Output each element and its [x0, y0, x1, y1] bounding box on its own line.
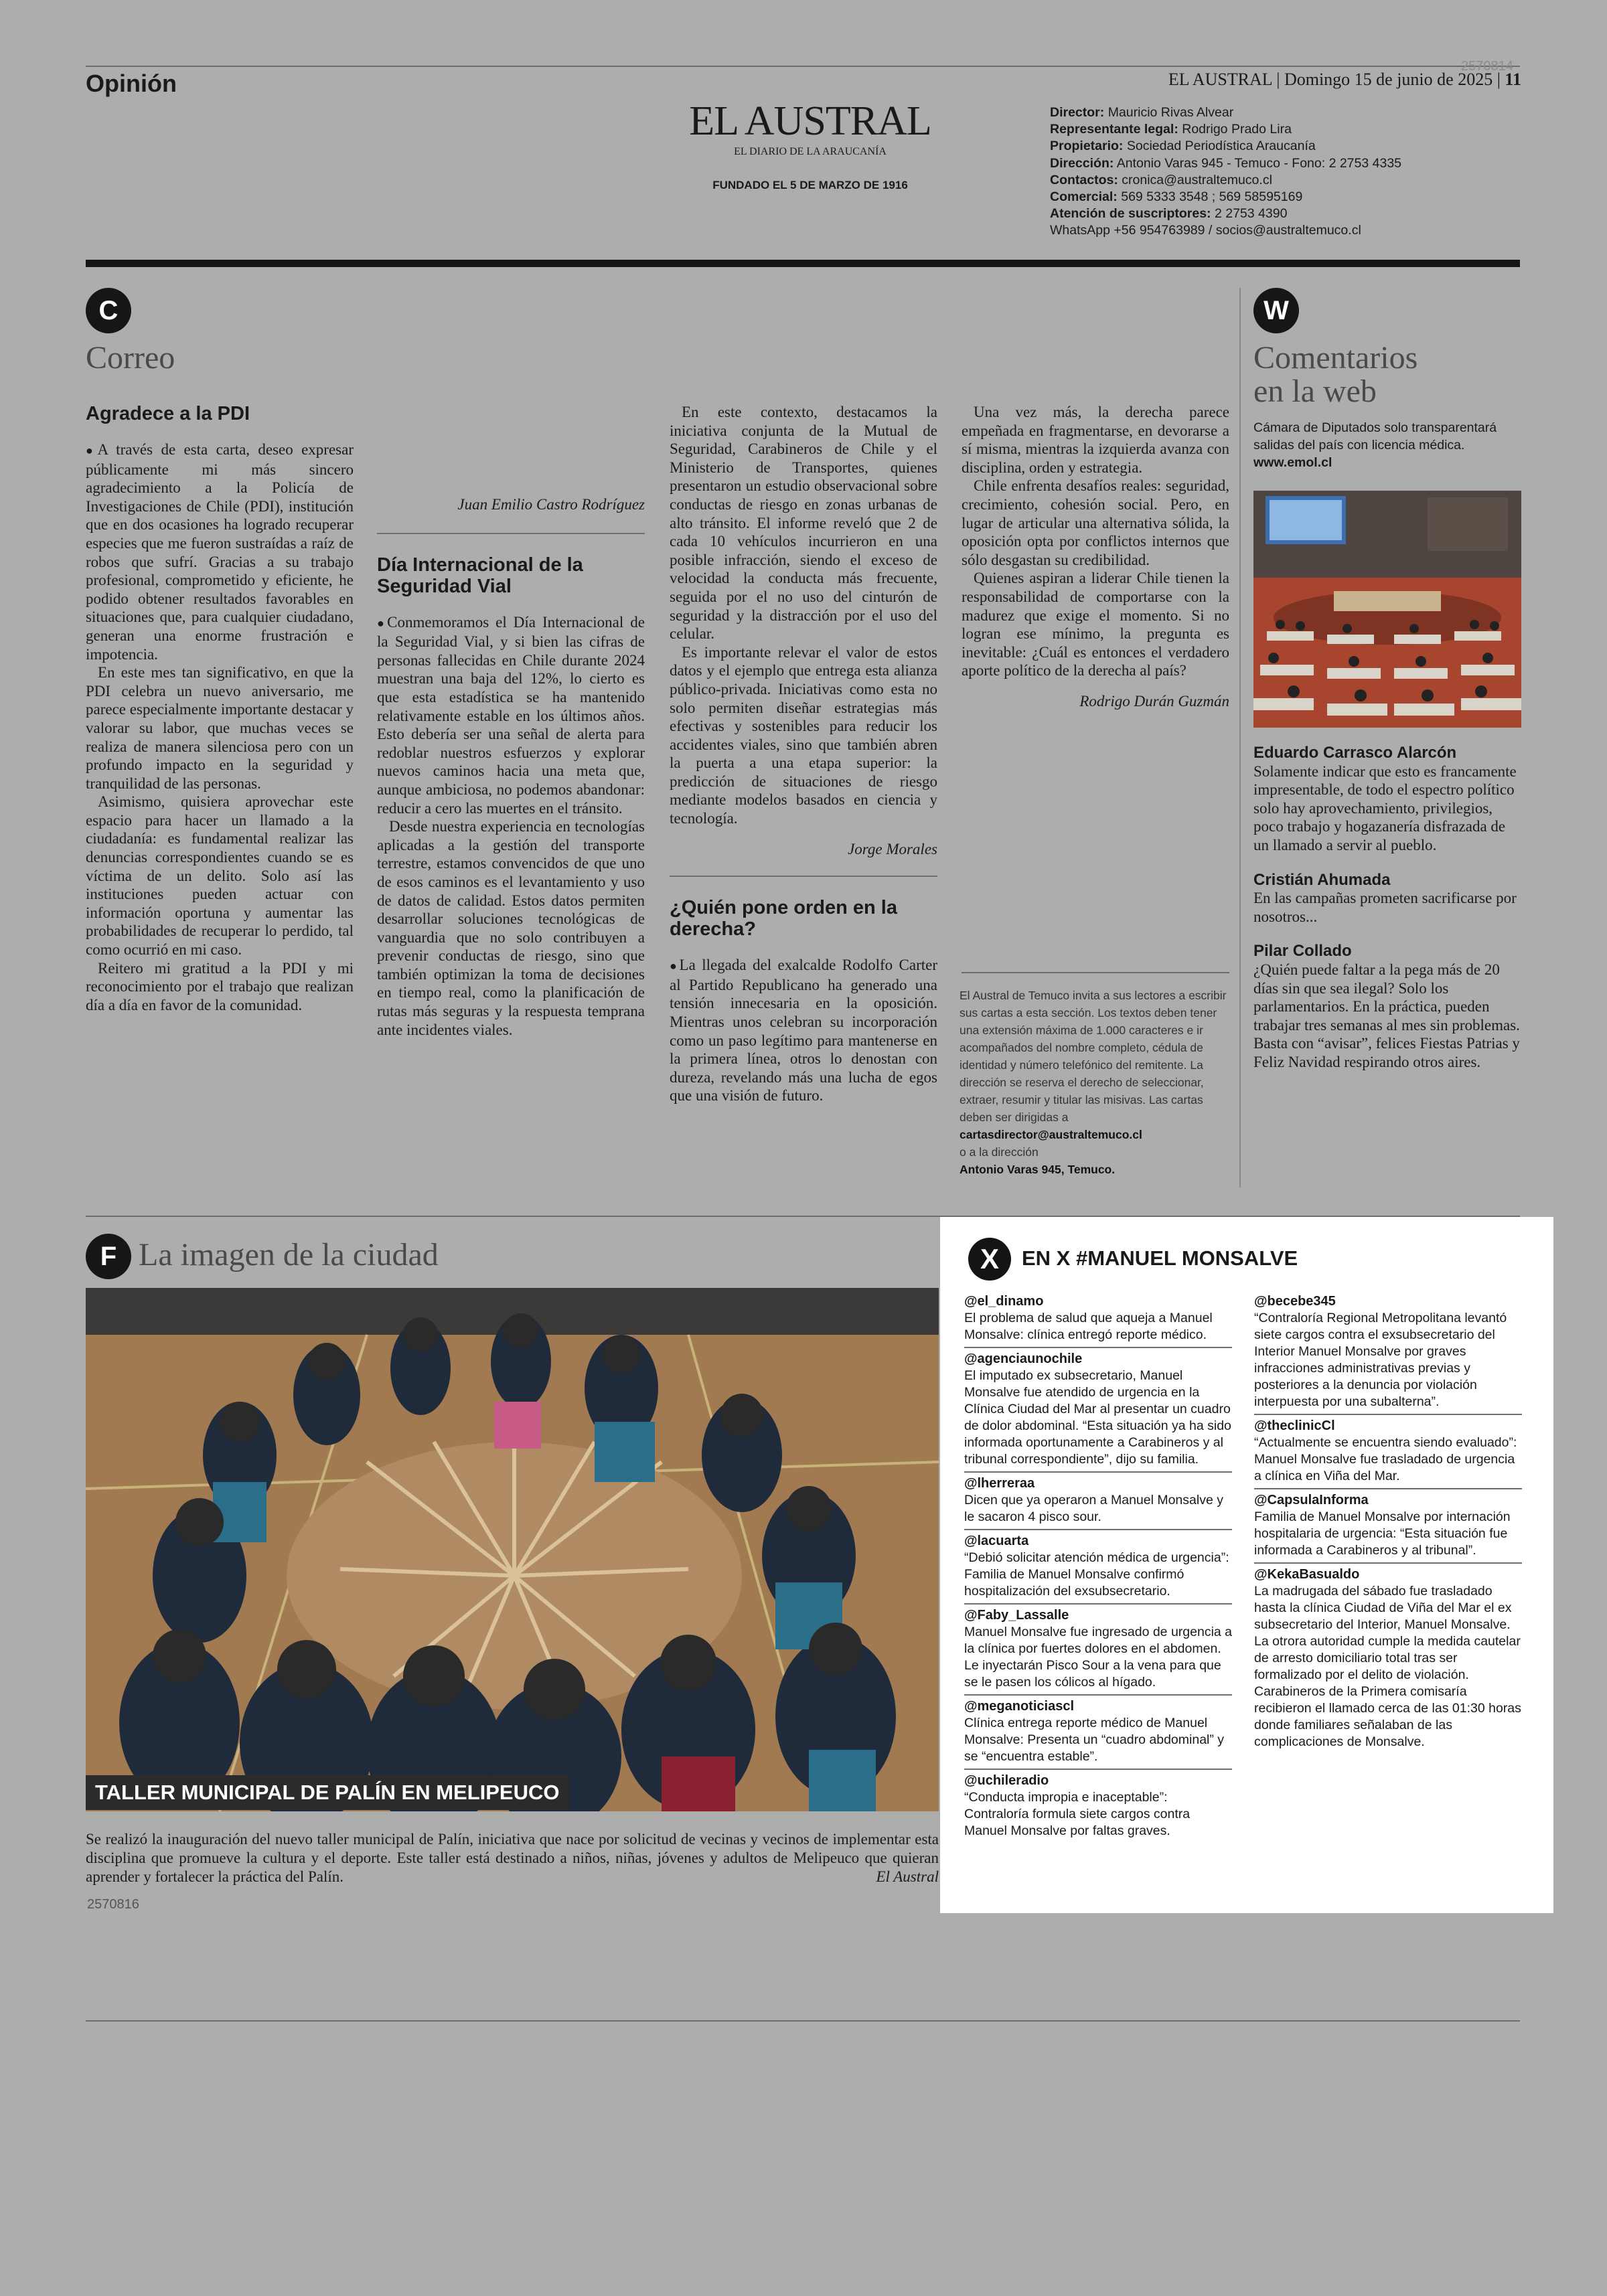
city-badge-icon: F [86, 1234, 131, 1279]
x-badge-icon: X [968, 1238, 1011, 1281]
x-column-right [1254, 1291, 1522, 1754]
x-handle[interactable]: @Faby_Lassalle [964, 1608, 1069, 1623]
letter3-title: ¿Quién pone orden en la derecha? [670, 897, 897, 940]
x-handle[interactable]: @KekaBasualdo [1254, 1567, 1360, 1582]
x-post [964, 1291, 1232, 1348]
web-comment-text: ¿Quién puede faltar a la pega más de 20 días sin que sea ilegal? Solo los parlamentarios. En la práctica, pueden trabajar tres semanas al mes sin problemas. Basta con “avisar”, felices Fiestas Patrias y Feliz Navidad respirando otros aires. [1253, 961, 1520, 1070]
footer-rule [86, 2020, 1520, 2022]
x-post [964, 1770, 1232, 1843]
page-stamp: 2570814 [1461, 59, 1513, 74]
x-handle[interactable]: @theclinicCl [1254, 1418, 1335, 1433]
x-text: “Debió solicitar atención médica de urgencia”: Familia de Manuel Monsalve confirmó hospitalización del exsubsecretario. [964, 1550, 1229, 1598]
letter1-paragraph: Asimismo, quisiera aprovechar este espacio para hacer un llamado a la ciudadanía: es fundamental realizar las denuncias correspondientes cuando se es víctima de un delito. Solo así las instituciones pueden actuar con información oportuna y aumentar las probabilidades de recuperar lo perdido, tal como ocurrió en mi caso. [86, 793, 354, 959]
x-panel-title: EN X #MANUEL MONSALVE [1022, 1246, 1298, 1270]
divider [670, 876, 937, 877]
x-post [964, 1530, 1232, 1605]
credit-line: WhatsApp +56 954763989 / socios@australtemuco.cl [1050, 223, 1361, 238]
letter1-paragraph: En este mes tan significativo, en que la PDI celebra un nuevo aniversario, me parece especialmente importante destacar y valorar su labor, que muchas veces se realiza de manera silenciosa pero con un profundo impacto en la seguridad y tranquilidad de las personas. [86, 664, 354, 792]
column-3: En este contexto, destacamos la iniciativa conjunta de la Mutual de Seguridad, Carabineros de Chile y el Ministerio de Transportes, quienes presentaron un estudio observacional sobre conductas de riesgo en zonas urbanas de alto tránsito. El informe reveló que 2 de cada 10 vehículos incurrieron en una posible infracción, siendo el exceso de velocidad la conducta más frecuente, seguida por el no uso del cinturón de seguridad y la distracción por el uso del celular. Es importante relevar el valor de estos datos y el ejemplo que entrega esta alianza público-privada. Iniciativas como esta no solo permiten diseñar estrategias más efectivas y sostenibles para reducir los accidentes viales, sino que también abren la puerta a una etapa superior: la predicción de situaciones de riesgo mediante modelos basados en ciencia y tecnología. Jorge Morales ¿Quién pone orden en la derecha? ●La llegada del exalcalde Rodolfo Carter al Partido Republicano ha generado una tensión innecesaria en la oposición. Mientras unos celebran su incorporación como un paso legítimo para mantenerse en la primera línea, otros lo denostan con dureza, revelando más una lucha de egos que una visión de futuro. [670, 404, 937, 1104]
credit-line: Representante legal: Rodrigo Prado Lira [1050, 122, 1292, 137]
note-rule [962, 972, 1229, 973]
letter3-paragraph: Chile enfrenta desafíos reales: seguridad, crecimiento, cohesión social. Pero, en lugar de articular una alternativa sólida, la oposición opta por conflictos internos que sólo desgastan su credibilidad. [962, 477, 1229, 568]
web-comment-text: En las campañas prometen sacrificarse por nosotros... [1253, 890, 1517, 925]
credit-line: Propietario: Sociedad Periodística Araucanía [1050, 139, 1316, 154]
masthead-founded: FUNDADO EL 5 DE MARZO DE 1916 [712, 179, 908, 191]
web-comment-author: Pilar Collado [1253, 942, 1352, 961]
city-photo-svg [86, 1288, 939, 1811]
credit-line: Contactos: cronica@australtemuco.cl [1050, 172, 1272, 187]
x-text: “Actualmente se encuentra siendo evaluado”: Manuel Monsalve fue trasladado de urgencia a clínica en Viña del Mar. [1254, 1435, 1517, 1483]
letter1-paragraph: Reitero mi gratitud a la PDI y mi reconocimiento por el trabajo que realizan día a día en favor de la comunidad. [86, 959, 354, 1013]
column-2: Juan Emilio Castro Rodríguez Día Internacional de la Seguridad Vial ●Conmemoramos el Día Internacional de la Seguridad Vial, y si bien las cifras de personas fallecidas en Chile durante 2024 muestran una baja del 12%, lo cierto es que esta estadística se ha mantenido relativamente estable en los últimos años. Esto debería ser una señal de alerta para redoblar nuestros esfuerzos y explorar nuevos caminos hacia una meta que, aunque ambiciosa, no podemos abandonar: reducir a cero las muertes en el tránsito. Desde nuestra experiencia en tecnologías aplicadas a la gestión del transporte terrestre, estamos convencidos de que uno de esos caminos es el levantamiento y uso de datos de calidad. Estos datos permiten desarrollar soluciones tecnológicas de vanguardia que no solo contribuyen a prevenir conductas de riesgo, sino que también optimizan la toma de decisiones en tiempo real, como la planificación de rutas más seguras y la respuesta temprana ante incidentes viales. [377, 496, 645, 1038]
x-handle[interactable]: @el_dinamo [964, 1294, 1044, 1309]
x-post [1254, 1291, 1522, 1415]
letter2-paragraph: Desde nuestra experiencia en tecnologías aplicadas a la gestión del transporte terrestre, estamos convencidos de que uno de esos caminos es el levantamiento y uso de datos de calidad. Estos datos permiten desarrollar soluciones tecnológicas de vanguardia que no solo contribuyen a prevenir conductas de riesgo, sino que también optimizan la toma de decisiones en tiempo real, como la planificación de rutas más seguras y la respuesta temprana ante incidentes viales. [377, 818, 645, 1038]
header-thick-rule [86, 260, 1520, 267]
column-1: Agradece a la PDI ●A través de esta carta, deseo expresar públicamente mi más sincero agradecimiento a la Policía de Investigaciones de Chile (PDI), institución que en dos ocasiones ha logrado recuperar especies que me fueron sustraídas a raíz de robos que sufrí. Gracias a su trabajo profesional, comprometido y eficiente, he podido obtener resultados favorables en situaciones que, para cualquier ciudadano, generan una enorme frustración e impotencia. En este mes tan significativo, en que la PDI celebra un nuevo aniversario, me parece especialmente importante destacar y valorar su labor, que muchas veces se realiza de manera silenciosa pero con un profundo impacto en la seguridad y tranquilidad de las personas. Asimismo, quisiera aprovechar este espacio para hacer un llamado a la ciudadanía: es fundamental realizar las denuncias correspondientes cuando se es víctima de un delito. Solo así las instituciones pueden actuar con información oportuna y aumentar las probabilidades de recuperar lo perdido, tal como ocurrió en mi caso. Reitero mi gratitud a la PDI y mi reconocimiento por el trabajo que realizan día a día en favor de la comunidad. [86, 403, 354, 1013]
column-4 [962, 403, 1229, 965]
web-lead: Cámara de Diputados solo transparentará salidas del país con licencia médica. www.emol.cl [1253, 420, 1497, 470]
x-text: Manuel Monsalve fue ingresado de urgencia a la clínica por fuertes dolores en el abdomen. Le inyectarán Pisco Sour a la vena para que se le pasen los cólicos al hígado. [964, 1625, 1233, 1690]
ad-code: 2570816 [87, 1897, 139, 1912]
web-source-link[interactable]: www.emol.cl [1253, 455, 1332, 470]
credit-line: Director: Mauricio Rivas Alvear [1050, 105, 1234, 120]
letter2-signature: Jorge Morales [848, 840, 937, 857]
credit-line: Comercial: 569 5333 3548 ; 569 58595169 [1050, 189, 1303, 205]
x-text: El imputado ex subsecretario, Manuel Monsalve fue atendido de urgencia en la Clínica Ciudad del Mar al presentar un cuadro de dolor abdominal. “Esta situación ya ha sido informada oportunamente a Carabineros y al tribunal correspondiente”, dijo su familia. [964, 1368, 1231, 1467]
x-text: El problema de salud que aqueja a Manuel Monsalve: clínica entregó reporte médico. [964, 1311, 1213, 1342]
web-title: Comentarios en la web [1253, 340, 1418, 409]
letter3-paragraph: La llegada del exalcalde Rodolfo Carter al Partido Republicano ha generado una tensión innecesaria en la oposición. Mientras unos celebran su incorporación como un paso legítimo para mantenerse en la primera línea, otros lo denostan con dureza, revelando más una lucha de egos que una visión de futuro. [670, 957, 937, 1104]
section-label: Opinión [86, 70, 177, 97]
x-handle[interactable]: @CapsulaInforma [1254, 1493, 1369, 1507]
x-post [1254, 1415, 1522, 1489]
photo-tag: TALLER MUNICIPAL DE PALÍN EN MELIPEUCO [86, 1775, 569, 1810]
letter3-paragraph: Una vez más, la derecha parece empeñada en fragmentarse, en devorarse a sí misma, mientras la izquierda avanza con disciplina, orden y estrategia. [962, 404, 1229, 476]
x-handle[interactable]: @meganoticiascl [964, 1699, 1075, 1714]
correo-badge-icon: C [86, 288, 131, 333]
web-comments [1253, 728, 1521, 1196]
x-text: “Contraloría Regional Metropolitana levantó siete cargos contra el exsubsecretario del Interior Manuel Monsalve por graves infracciones administrativas previas y posteriores a la denuncia por violación interpuesta por una subalterna”. [1254, 1311, 1507, 1409]
x-post [964, 1473, 1232, 1530]
letter1-paragraph: A través de esta carta, deseo expresar públicamente mi más sincero agradecimiento a la Policía de Investigaciones de Chile (PDI), institución que en dos ocasiones ha logrado recuperar especies que me fueron sustraídas a raíz de robos que sufrí. Gracias a su trabajo profesional, comprometido y eficiente, he podido obtener resultados favorables en situaciones que, para cualquier ciudadano, generan una enorme frustración e impotencia. [86, 441, 354, 663]
letter2-paragraph: En este contexto, destacamos la iniciativa conjunta de la Mutual de Seguridad, Carabineros de Chile y el Ministerio de Transportes, quienes presentaron un estudio observacional sobre conductas de riesgo en zonas urbanas de alto tránsito. El informe reveló que 2 de cada 10 vehículos incurrieron en una posible infracción, siendo el exceso de velocidad la conducta más frecuente, seguida por el no uso del cinturón de seguridad y la distracción por el uso del celular. [670, 404, 937, 643]
x-post [1254, 1489, 1522, 1564]
x-post [1254, 1564, 1522, 1754]
x-text: “Conducta impropia e inaceptable”: Contraloría formula siete cargos contra Manuel Monsalve por faltas graves. [964, 1790, 1191, 1838]
page-number: 11 [1505, 70, 1521, 89]
photo-caption: Se realizó la inauguración del nuevo taller municipal de Palín, iniciativa que nace por solicitud de vecinas y vecinos de implementar esta disciplina que promueve la cultura y el deporte. Este taller está destinado a niños, niñas, jóvenes y adultos de Melipeuco que quieran aprender y fortalecer la práctica del Palín. El Austral [86, 1831, 939, 1885]
x-handle[interactable]: @uchileradio [964, 1773, 1049, 1788]
chamber-photo-svg [1253, 491, 1521, 728]
submission-address: Antonio Varas 945, Temuco. [960, 1163, 1116, 1176]
x-handle[interactable]: @agenciaunochile [964, 1351, 1083, 1366]
credit-line: Atención de suscriptores: 2 2753 4390 [1050, 206, 1288, 222]
letter1-signature: Juan Emilio Castro Rodríguez [457, 496, 645, 513]
x-post [964, 1348, 1232, 1473]
web-comment-text: Solamente indicar que esto es francamente impresentable, de todo el espectro político solo hay aprovechamiento, privilegios, poco trabajo y hogazanería disfrazada de un llamado a servir al pueblo. [1253, 762, 1517, 853]
x-handle[interactable]: @becebe345 [1254, 1294, 1336, 1309]
letter3-paragraph: Quienes aspiran a liderar Chile tienen la responsabilidad de comportarse con la madurez que exige el momento. Si no logran ese mínimo, la pregunta es inevitable: ¿Cuál es entonces el verdadero aporte político de la derecha al país? [962, 570, 1229, 679]
web-comment-author: Cristián Ahumada [1253, 870, 1391, 889]
credit-line: Dirección: Antonio Varas 945 - Temuco - Fono: 2 2753 4335 [1050, 155, 1402, 171]
x-post [964, 1696, 1232, 1770]
letter1-title: Agradece a la PDI [86, 403, 250, 424]
paper-name: EL AUSTRAL [1168, 70, 1272, 89]
x-column-left [964, 1291, 1232, 1843]
submission-email[interactable]: cartasdirector@australtemuco.cl [960, 1128, 1142, 1141]
masthead-logo: EL AUSTRAL [689, 98, 931, 144]
letter3-signature: Rodrigo Durán Guzmán [1079, 692, 1229, 710]
web-badge-icon: W [1253, 288, 1299, 333]
divider [377, 533, 645, 534]
chamber-photo [1253, 491, 1521, 728]
x-post [964, 1605, 1232, 1696]
date: Domingo 15 de junio de 2025 [1284, 70, 1493, 89]
letter2-title: Día Internacional de la Seguridad Vial [377, 554, 583, 597]
x-text: Familia de Manuel Monsalve por internación hospitalaria de urgencia: “Esta situación fue informada a Carabineros y al tribunal”. [1254, 1509, 1511, 1558]
web-comment-author: Eduardo Carrasco Alarcón [1253, 744, 1457, 762]
letter2-paragraph: Conmemoramos el Día Internacional de la Seguridad Vial, y si bien las cifras de personas fallecidas en Chile durante 2024 muestran una baja del 12%, lo cierto es que esta estadística se ha mantenido relativamente estable en los últimos años. Esto debería ser una señal de alerta para redoblar nuestros esfuerzos y explorar nuevos caminos hacia una meta que, aunque ambiciosa, no podemos abandonar: reducir a cero las muertes en el tránsito. [377, 613, 645, 817]
submission-note: El Austral de Temuco invita a sus lectores a escribir sus cartas a esta sección. Los textos deben tener una extensión máxima de 1.000 caracteres e ir acompañados del nombre completo, cédula de identidad y número telefónico del remitente. La dirección se reserva el derecho de seleccionar, extraer, resumir y titular las misivas. Las cartas deben ser dirigidas a cartasdirector@australtemuco.cl o a la dirección Antonio Varas 945, Temuco. [960, 989, 1227, 1176]
correo-title: Correo [86, 340, 175, 376]
x-text: La madrugada del sábado fue trasladado hasta la clínica Ciudad de Viña del Mar el ex subsecretario del Interior, Manuel Monsalve. La otrora autoridad cumple la medida cautelar de arresto domiciliario total tras ser formalizado por el delito de violación. Carabineros de la Primera comisaría recibieron el llamado cerca de las 01:30 horas donde familiares señalaban de las complicaciones de Monsalve. [1254, 1584, 1521, 1749]
city-photo [86, 1288, 939, 1811]
x-handle[interactable]: @lherreraa [964, 1476, 1035, 1491]
credits-box [1050, 104, 1532, 240]
photo-credit: El Austral [876, 1868, 939, 1885]
x-text: Clínica entrega reporte médico de Manuel Monsalve: Presenta un “cuadro abdominal” y se “encuentra estable”. [964, 1716, 1225, 1764]
letter2-paragraph: Es importante relevar el valor de estos datos y el ejemplo que entrega esta alianza público-privada. Iniciativas como esta no solo permiten diseñar estrategias más efectivas y sostenibles para reducir los accidentes viales, sino que también abren la puerta a una etapa superior: la predicción de situaciones de riesgo mediante modelos basados en ciencia y tecnología. [670, 643, 937, 827]
x-handle[interactable]: @lacuarta [964, 1534, 1029, 1548]
city-title: La imagen de la ciudad [139, 1237, 439, 1273]
header-top-rule [86, 66, 1520, 67]
page-date-line: EL AUSTRAL | Domingo 15 de junio de 2025 | 11 [1168, 70, 1521, 89]
x-text: Dicen que ya operaron a Manuel Monsalve y le sacaron 4 pisco sour. [964, 1493, 1223, 1524]
masthead-tagline: EL DIARIO DE LA ARAUCANÍA [734, 146, 887, 157]
web-column-separator [1239, 288, 1241, 1187]
